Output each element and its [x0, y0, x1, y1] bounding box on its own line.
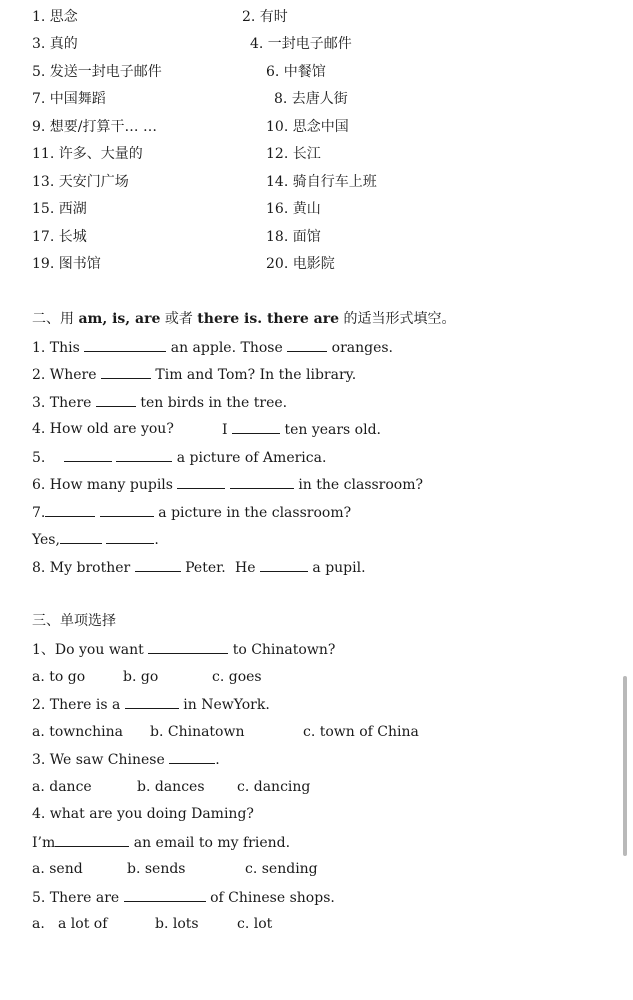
answer-blank[interactable] [60, 530, 102, 544]
question-text: Tim and Tom? In the library. [155, 367, 357, 383]
question [32, 503, 351, 522]
question-text: 8. My brother [32, 560, 131, 576]
question-text: 2. Where [32, 367, 97, 383]
choice-option[interactable]: c. goes [212, 669, 262, 685]
question-text: 7. [32, 505, 46, 521]
question-text: He [235, 560, 256, 576]
vocab-item: 9. 想要/打算干… … [32, 119, 157, 135]
question-text: . [215, 752, 220, 768]
choice-option[interactable]: b. go [123, 669, 159, 685]
question [32, 888, 335, 907]
heading-keywords: there is. there are [197, 311, 340, 327]
question-text: 4. what are you doing Daming? [32, 806, 254, 822]
section-heading [32, 310, 455, 328]
question-text: a picture of America. [176, 450, 327, 466]
question [32, 420, 174, 438]
choice-option[interactable]: b. sends [127, 861, 186, 877]
question-text: ten years old. [284, 422, 382, 438]
answer-blank[interactable] [45, 503, 95, 517]
answer-blank[interactable] [84, 338, 166, 352]
vocab-item: 4. 一封电子邮件 [250, 36, 352, 52]
answer-blank[interactable] [230, 475, 294, 489]
question-text: 1. This [32, 340, 80, 356]
question-text: in the classroom? [298, 477, 424, 493]
question-text: 4. How old are you? [32, 421, 174, 437]
question-text: 1、Do you want [32, 642, 144, 658]
scrollbar-thumb[interactable] [623, 676, 627, 856]
question-text: 5. There are [32, 890, 120, 906]
vocab-item: 16. 黄山 [266, 201, 321, 217]
answer-blank[interactable] [232, 420, 280, 434]
vocab-item: 7. 中国舞蹈 [32, 91, 106, 107]
choice-option[interactable]: b. dances [137, 779, 205, 795]
question [32, 558, 226, 577]
choice-option[interactable]: b. Chinatown [150, 724, 245, 740]
question [32, 448, 326, 467]
heading-keywords: am, is, are [78, 311, 161, 327]
question [32, 475, 423, 494]
question-text: . [154, 532, 159, 548]
choice-option[interactable]: a. send [32, 861, 83, 877]
choice-option[interactable]: c. lot [237, 916, 273, 932]
answer-blank[interactable] [124, 888, 206, 902]
answer-blank[interactable] [125, 695, 179, 709]
question [222, 420, 381, 439]
question [32, 393, 287, 412]
question-text: 6. How many pupils [32, 477, 173, 493]
question [32, 695, 270, 714]
heading-text: 的适当形式填空。 [339, 311, 456, 327]
question [32, 833, 290, 852]
question [32, 530, 159, 549]
question [32, 338, 393, 357]
question-text: an apple. Those [170, 340, 283, 356]
choice-option[interactable]: c. town of China [303, 724, 419, 740]
choice-option[interactable]: a. [32, 916, 45, 932]
vocab-item: 3. 真的 [32, 36, 78, 52]
question-text: 2. There is a [32, 697, 121, 713]
choice-option[interactable]: a. to go [32, 669, 86, 685]
answer-blank[interactable] [135, 558, 181, 572]
vocab-item: 1. 思念 [32, 9, 78, 25]
answer-blank[interactable] [64, 448, 112, 462]
question [32, 805, 254, 823]
answer-blank[interactable] [96, 393, 136, 407]
question-text: a pupil. [312, 560, 366, 576]
vocab-item: 5. 发送一封电子邮件 [32, 64, 162, 80]
choice-option[interactable]: b. lots [155, 916, 199, 932]
question-text: Peter. [185, 560, 226, 576]
choice-option[interactable]: a. townchina [32, 724, 123, 740]
vocab-item: 14. 骑自行车上班 [266, 174, 377, 190]
vocab-item: 2. 有时 [242, 9, 288, 25]
section-heading: 三、单项选择 [32, 613, 116, 629]
question-text: 5. [32, 450, 46, 466]
answer-blank[interactable] [148, 640, 228, 654]
vocab-item: 15. 西湖 [32, 201, 87, 217]
vocab-item: 8. 去唐人街 [274, 91, 348, 107]
question-text: 3. There [32, 395, 92, 411]
choice-option[interactable]: a lot of [58, 916, 108, 932]
vocab-item: 18. 面馆 [266, 229, 321, 245]
answer-blank[interactable] [260, 558, 308, 572]
answer-blank[interactable] [287, 338, 327, 352]
vocab-item: 13. 天安门广场 [32, 174, 129, 190]
choice-option[interactable]: c. sending [245, 861, 318, 877]
answer-blank[interactable] [106, 530, 154, 544]
question [32, 750, 220, 769]
question [32, 640, 335, 659]
question-text: I [222, 422, 228, 438]
answer-blank[interactable] [55, 833, 129, 847]
heading-text: 二、用 [32, 311, 79, 327]
question [235, 558, 366, 577]
choice-option[interactable]: a. dance [32, 779, 92, 795]
question-text: to Chinatown? [232, 642, 336, 658]
answer-blank[interactable] [169, 750, 215, 764]
vocab-item: 6. 中餐馆 [266, 64, 326, 80]
answer-blank[interactable] [100, 503, 154, 517]
vocab-item: 11. 许多、大量的 [32, 146, 143, 162]
answer-blank[interactable] [177, 475, 225, 489]
question-text: 3. We saw Chinese [32, 752, 165, 768]
question-text: of Chinese shops. [210, 890, 335, 906]
vocab-item: 20. 电影院 [266, 256, 335, 272]
answer-blank[interactable] [116, 448, 172, 462]
question-text: Yes, [32, 532, 60, 548]
question-text: ten birds in the tree. [140, 395, 288, 411]
vocab-item: 10. 思念中国 [266, 119, 349, 135]
question-text: a picture in the classroom? [158, 505, 352, 521]
choice-option[interactable]: c. dancing [237, 779, 311, 795]
question-text: in NewYork. [183, 697, 270, 713]
question-text: an email to my friend. [133, 835, 291, 851]
vocab-item: 17. 长城 [32, 229, 87, 245]
question [32, 365, 356, 384]
question-text: I’m [32, 835, 56, 851]
vocab-item: 19. 图书馆 [32, 256, 101, 272]
answer-blank[interactable] [101, 365, 151, 379]
heading-text: 或者 [160, 311, 198, 327]
question-text: oranges. [331, 340, 394, 356]
vocab-item: 12. 长江 [266, 146, 321, 162]
